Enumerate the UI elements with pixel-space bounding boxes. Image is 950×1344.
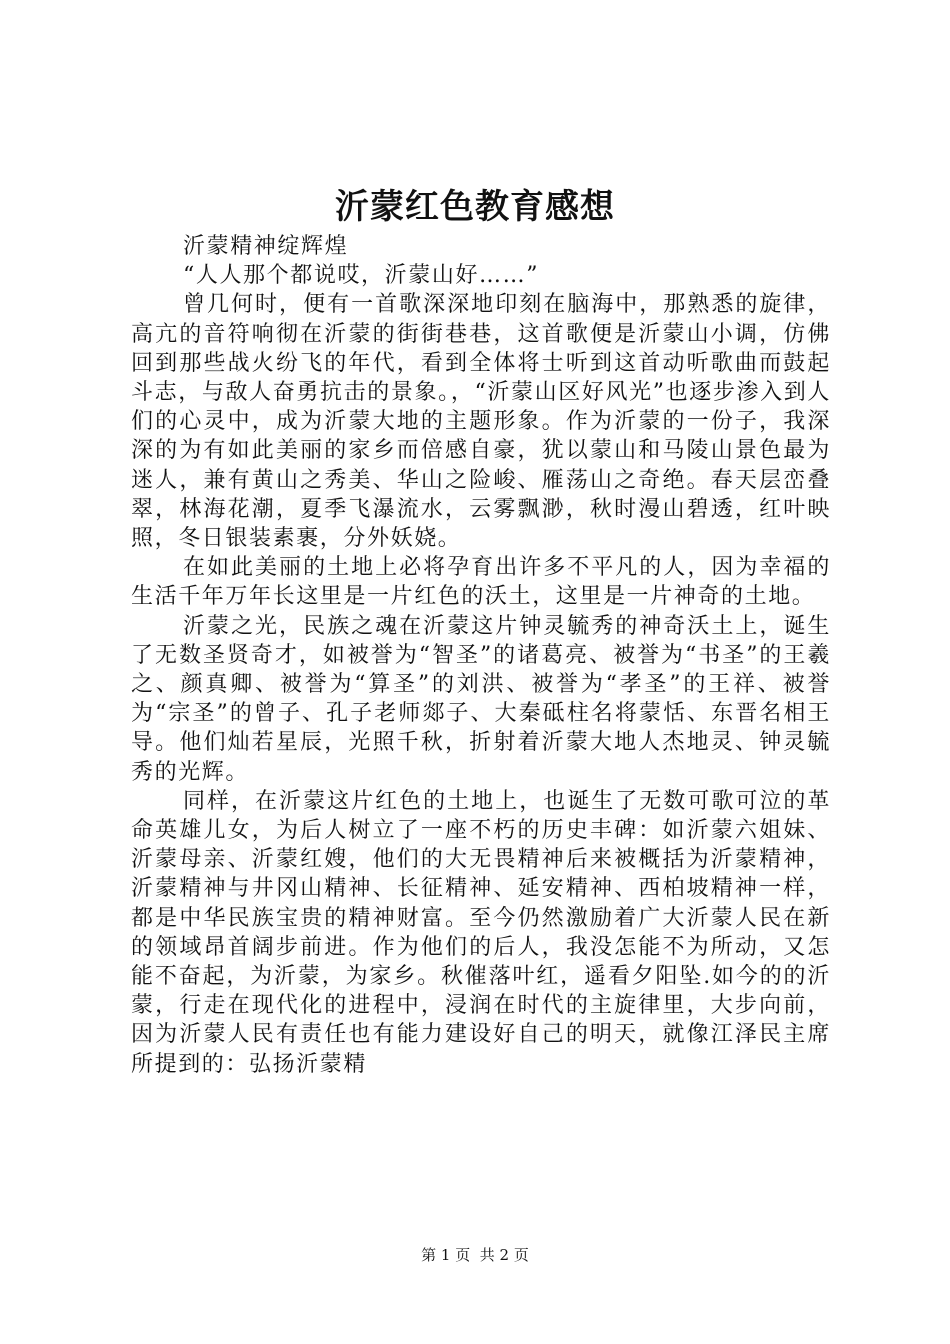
body-paragraph: 同样，在沂蒙这片红色的土地上，也诞生了无数可歌可泣的革命英雄儿女，为后人树立了一座不朽的历史丰碑：如沂蒙六姐妹、沂蒙母亲、沂蒙红嫂，他们的大无畏精神后来被概括为沂蒙精神，沂蒙精神与井冈山精神、长征精神、延安精神、西柏坡精神一样，都是中华民族宝贵的精神财富。至今仍然激励着广大沂蒙人民在新的领域昂首阔步前进。作为他们的后人，我没怎能不为所动，又怎能不奋起，为沂蒙，为家乡。秋催落叶红，遥看夕阳坠.如今的的沂蒙，行走在现代化的进程中，浸润在时代的主旋律里，大步向前，因为沂蒙人民有责任也有能力建设好自己的明天，就像江泽民主席所提到的：弘扬沂蒙精 bbox=[131, 788, 831, 1077]
body-paragraph: 曾几何时，便有一首歌深深地印刻在脑海中，那熟悉的旋律，高亢的音符响彻在沂蒙的街街巷巷，这首歌便是沂蒙山小调，仿佛回到那些战火纷飞的年代，看到全体将士听到这首动听歌曲而鼓起斗志，与敌人奋勇抗击的景象。，“沂蒙山区好风光”也逐步渗入到人们的心灵中，成为沂蒙大地的主题形象。作为沂蒙的一份子，我深深的为有如此美丽的家乡而倍感自豪，犹以蒙山和马陵山景色最为迷人，兼有黄山之秀美、华山之险峻、雁荡山之奇绝。春天层峦叠翠，林海花潮，夏季飞瀑流水，云雾飘渺，秋时漫山碧透，红叶映照，冬日银装素裹，分外妖娆。 bbox=[131, 292, 831, 552]
song-quote-paragraph: “人人那个都说哎，沂蒙山好……” bbox=[183, 263, 540, 289]
subtitle-paragraph: 沂蒙精神绽辉煌 bbox=[183, 234, 349, 259]
page-number-label: 第 1 页 共 2 页 bbox=[421, 1246, 529, 1264]
document-body bbox=[131, 232, 831, 1079]
body-paragraph: 沂蒙之光，民族之魂在沂蒙这片钟灵毓秀的神奇沃土上，诞生了无数圣贤奇才，如被誉为“智圣”的诸葛亮、被誉为“书圣”的王羲之、颜真卿、被誉为“算圣”的刘洪、被誉为“孝圣”的王祥、被誉为“宗圣”的曾子、孔子老师郯子、大秦砥柱名将蒙恬、东晋名相王导。他们灿若星辰，光照千秋，折射着沂蒙大地人杰地灵、钟灵毓秀的光辉。 bbox=[131, 613, 831, 785]
document-title: 沂蒙红色教育感想 bbox=[335, 187, 615, 227]
page-footer bbox=[0, 1244, 950, 1266]
body-paragraph: 在如此美丽的土地上必将孕育出许多不平凡的人，因为幸福的生活千年万年长这里是一片红色的沃土，这里是一片神奇的土地。 bbox=[131, 555, 831, 610]
